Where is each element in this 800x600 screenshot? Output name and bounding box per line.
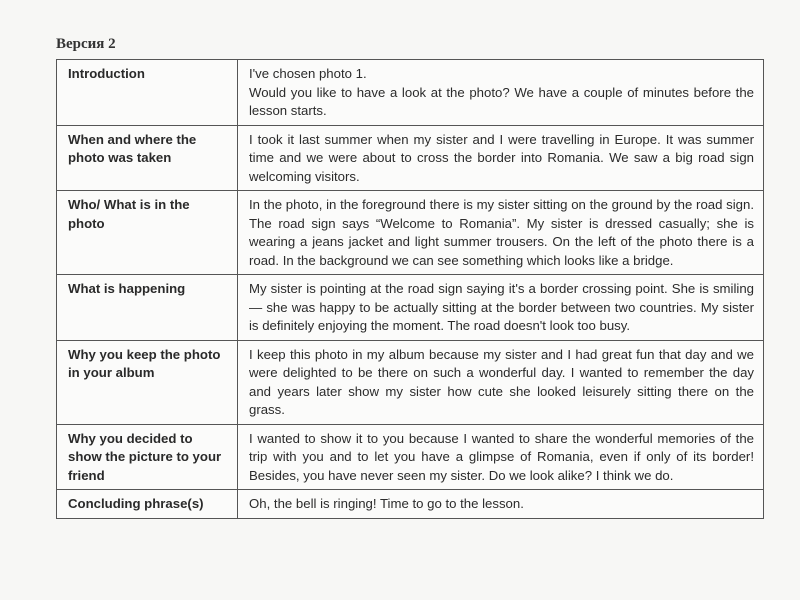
row-text-paragraph: I wanted to show it to you because I wanted to share the wonderful memories of the trip with you and to let you have a glimpse of Romania, even if only of its border! Besides, you have never seen my sister. Do we look alike? I think we do. <box>249 430 754 483</box>
row-text-paragraph: I took it last summer when my sister and I were travelling in Europe. It was summer time and we were about to cross the border into Romania. We saw a big road sign welcoming visitors. <box>249 131 754 184</box>
row-text <box>238 424 764 490</box>
table-row <box>57 60 764 126</box>
table-row <box>57 490 764 519</box>
row-label: Why you decided to show the picture to your friend <box>57 424 238 490</box>
table-row <box>57 275 764 341</box>
row-text-paragraph: In the photo, in the foreground there is my sister sitting on the ground by the road sign. The road sign says “Welcome to Romania”. My sister is dressed casually; she is wearing a jeans jacket and light summer trousers. On the left of the photo there is a road. In the background we can see something which looks like a bridge. <box>249 197 754 268</box>
table-row <box>57 340 764 424</box>
row-text <box>238 490 764 519</box>
row-label: Introduction <box>57 60 238 126</box>
table-row <box>57 191 764 275</box>
row-text <box>238 191 764 275</box>
row-text <box>238 125 764 191</box>
version-heading: Версия 2 <box>56 36 116 52</box>
row-text <box>238 60 764 126</box>
row-text-paragraph: I've chosen photo 1. <box>249 66 367 81</box>
row-text <box>238 340 764 424</box>
row-text-paragraph: My sister is pointing at the road sign saying it's a border crossing point. She is smiling — she was happy to be actually sitting at the border between two countries. My sister is definitely enjoying the moment. The road doesn't look too busy. <box>249 281 754 333</box>
row-label: Who/ What is in the photo <box>57 191 238 275</box>
row-label: What is happening <box>57 275 238 341</box>
row-label: Concluding phrase(s) <box>57 490 238 519</box>
row-text <box>238 275 764 341</box>
row-label: When and where the photo was taken <box>57 125 238 191</box>
table-row <box>57 125 764 191</box>
table-row <box>57 424 764 490</box>
photo-description-table <box>56 59 764 519</box>
row-text-paragraph: Would you like to have a look at the photo? We have a couple of minutes before the lesson starts. <box>249 84 754 118</box>
row-label: Why you keep the photo in your album <box>57 340 238 424</box>
row-text-paragraph: Oh, the bell is ringing! Time to go to the lesson. <box>249 496 524 511</box>
row-text-paragraph: I keep this photo in my album because my sister and I had great fun that day and we were delighted to be there on such a wonderful day. I wanted to remember the day and years later show my sister how cute she looked leisurely sitting there on the grass. <box>249 346 754 417</box>
